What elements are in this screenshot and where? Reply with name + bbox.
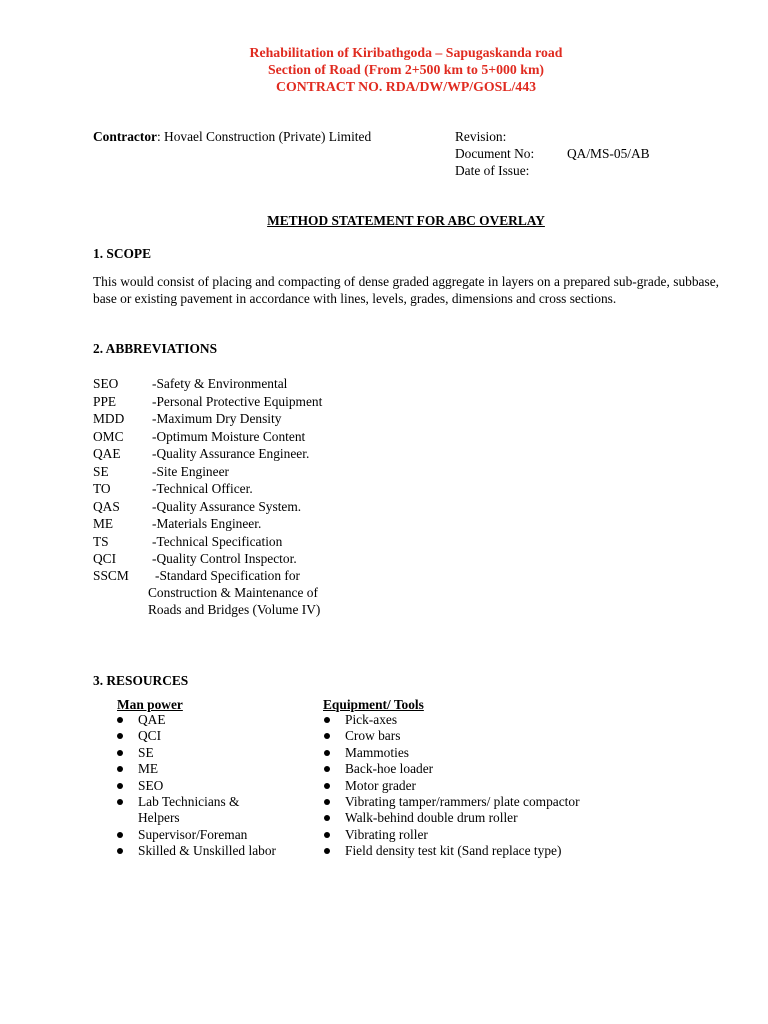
manpower-heading: Man power xyxy=(117,697,183,712)
equipment-item-label: Vibrating tamper/rammers/ plate compactor xyxy=(345,794,580,810)
equipment-item-label: Back-hoe loader xyxy=(345,761,434,777)
abbreviation-definition: -Quality Control Inspector. xyxy=(152,551,297,566)
document-no-label: Document No: xyxy=(455,146,535,161)
bullet-icon xyxy=(324,799,330,805)
bullet-icon xyxy=(324,832,330,838)
manpower-item-label: SE xyxy=(138,744,154,760)
abbreviation-definition: -Technical Specification xyxy=(152,534,283,549)
scope-heading: 1. SCOPE xyxy=(93,246,152,261)
bullet-icon xyxy=(117,766,123,772)
abbreviation-definition: -Optimum Moisture Content xyxy=(152,429,306,444)
manpower-item xyxy=(115,712,283,728)
bullet-icon xyxy=(324,766,330,772)
document-title: METHOD STATEMENT FOR ABC OVERLAY xyxy=(267,213,545,228)
abbreviation-definition: -Maximum Dry Density xyxy=(152,411,282,426)
manpower-item xyxy=(115,745,283,761)
revision-label: Revision: xyxy=(455,129,507,144)
manpower-item-label: Lab Technicians & Helpers xyxy=(138,794,240,826)
road-section: Section of Road (From 2+500 km to 5+000 km) xyxy=(267,62,545,77)
abbreviation-code: SE xyxy=(93,464,109,479)
manpower-item xyxy=(115,778,283,794)
abbreviation-code: TS xyxy=(93,534,109,549)
abbreviations-heading: 2. ABBREVIATIONS xyxy=(93,341,218,356)
abbreviation-definition: -Standard Specification for xyxy=(155,568,301,583)
bullet-icon xyxy=(324,783,330,789)
equipment-item-label: Pick-axes xyxy=(345,712,398,727)
contractor-line xyxy=(93,128,371,145)
bullet-icon xyxy=(324,815,330,821)
manpower-item xyxy=(115,794,283,827)
equipment-item xyxy=(322,794,622,810)
abbreviation-code: SSCM xyxy=(93,568,129,583)
equipment-heading: Equipment/ Tools xyxy=(323,697,424,712)
bullet-icon xyxy=(117,783,123,789)
manpower-item xyxy=(115,728,283,744)
equipment-item xyxy=(322,712,622,728)
date-of-issue-label: Date of Issue: xyxy=(455,163,530,178)
resources-heading: 3. RESOURCES xyxy=(93,673,189,688)
contractor-label: Contractor xyxy=(93,129,157,144)
abbreviation-definition: -Technical Officer. xyxy=(152,481,253,496)
manpower-item xyxy=(115,761,283,777)
abbreviation-code: MDD xyxy=(93,411,125,426)
bullet-icon xyxy=(324,848,330,854)
equipment-item xyxy=(322,778,622,794)
manpower-item-label: ME xyxy=(138,761,159,777)
project-title: Rehabilitation of Kiribathgoda – Sapugaskanda road xyxy=(249,45,563,60)
equipment-item-label: Crow bars xyxy=(345,728,401,744)
abbreviation-definition-continued: Construction & Maintenance of xyxy=(148,585,318,600)
abbreviation-definition: -Materials Engineer. xyxy=(152,516,262,531)
manpower-item-label: QAE xyxy=(138,712,166,727)
equipment-item-label: Motor grader xyxy=(345,777,417,793)
equipment-list xyxy=(322,712,622,860)
manpower-item-label: Supervisor/Foreman xyxy=(138,826,248,842)
abbreviation-code: TO xyxy=(93,481,111,496)
document-no-value: QA/MS-05/AB xyxy=(567,146,650,161)
abbreviation-code: QAS xyxy=(93,499,120,514)
equipment-item xyxy=(322,843,622,859)
abbreviation-definition: -Quality Assurance Engineer. xyxy=(152,446,310,461)
abbreviation-code: OMC xyxy=(93,429,124,444)
bullet-icon xyxy=(117,799,123,805)
bullet-icon xyxy=(117,832,123,838)
bullet-icon xyxy=(117,848,123,854)
abbreviation-definition: -Quality Assurance System. xyxy=(152,499,302,514)
scope-text: This would consist of placing and compacting of dense graded aggregate in layers on a prepared sub-grade, subbase, base or existing pavement in accordance with lines, levels, grades, dimensions and cross sections. xyxy=(93,274,719,306)
manpower-item xyxy=(115,843,283,859)
equipment-item xyxy=(322,745,622,761)
manpower-list xyxy=(115,712,283,860)
bullet-icon xyxy=(324,717,330,723)
manpower-item-label: Skilled & Unskilled labor xyxy=(138,843,276,859)
contractor-value: : Hovael Construction (Private) Limited xyxy=(156,129,372,144)
bullet-icon xyxy=(117,750,123,756)
contract-number: CONTRACT NO. RDA/DW/WP/GOSL/443 xyxy=(276,79,536,94)
bullet-icon xyxy=(117,717,123,723)
manpower-item-label: QCI xyxy=(138,728,162,744)
manpower-item xyxy=(115,827,283,843)
equipment-item xyxy=(322,827,622,843)
abbreviation-definition-continued: Roads and Bridges (Volume IV) xyxy=(148,602,321,617)
bullet-icon xyxy=(324,750,330,756)
equipment-item xyxy=(322,761,622,777)
abbreviation-definition: -Personal Protective Equipment xyxy=(152,394,323,409)
abbreviation-code: ME xyxy=(93,516,114,531)
equipment-item-label: Field density test kit (Sand replace type) xyxy=(345,843,562,859)
equipment-item-label: Mammoties xyxy=(345,744,409,760)
abbreviation-code: SEO xyxy=(93,376,119,391)
equipment-item xyxy=(322,810,622,826)
abbreviation-code: PPE xyxy=(93,394,117,409)
abbreviation-code: QCI xyxy=(93,551,117,566)
abbreviation-definition: -Site Engineer xyxy=(152,464,229,479)
manpower-item-label: SEO xyxy=(138,777,164,793)
equipment-item-label: Vibrating roller xyxy=(345,826,428,842)
equipment-item-label: Walk-behind double drum roller xyxy=(345,810,518,826)
equipment-item xyxy=(322,728,622,744)
abbreviation-definition: -Safety & Environmental xyxy=(152,376,288,391)
abbreviation-code: QAE xyxy=(93,446,121,461)
bullet-icon xyxy=(324,733,330,739)
bullet-icon xyxy=(117,733,123,739)
